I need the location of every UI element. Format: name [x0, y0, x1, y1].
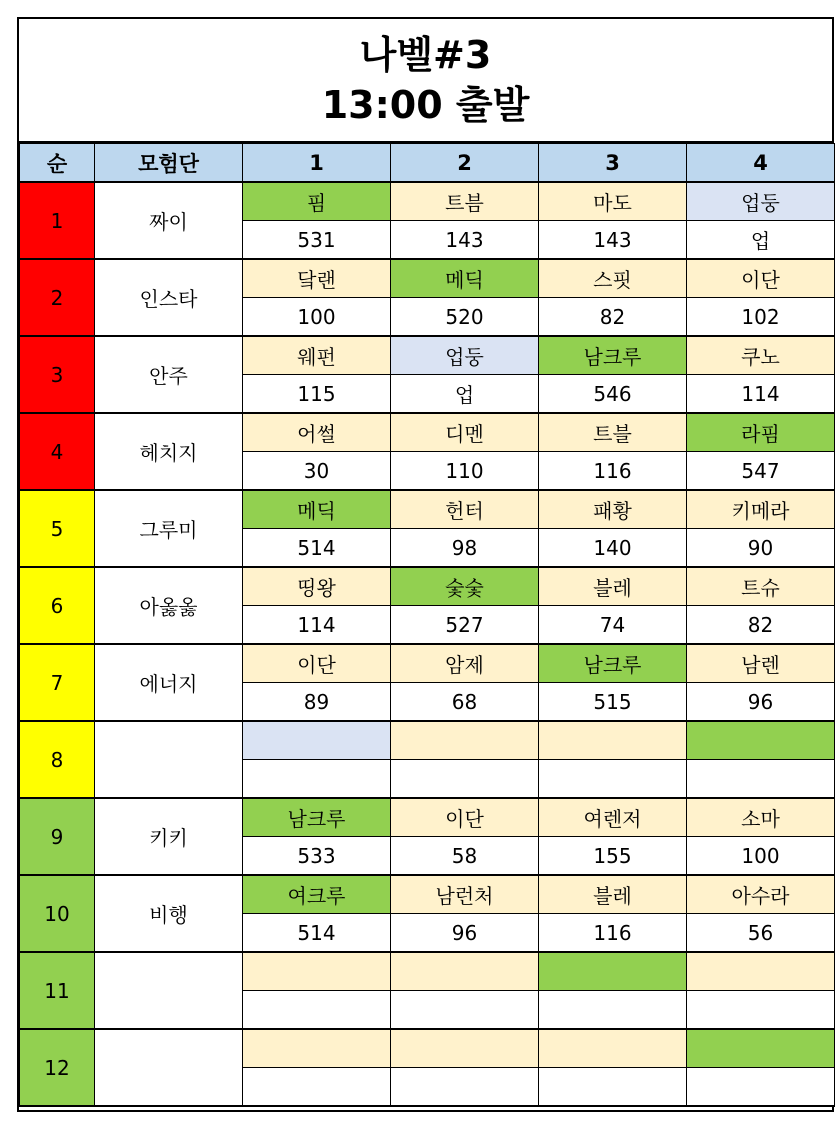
member-value-cell[interactable]: 514 — [243, 529, 391, 568]
member-value-cell[interactable] — [539, 991, 687, 1030]
member-name-cell[interactable] — [243, 1029, 391, 1068]
member-name-cell[interactable]: 띵왕 — [243, 567, 391, 606]
member-name-cell[interactable]: 어썰 — [243, 413, 391, 452]
table-row-names — [20, 644, 835, 683]
member-value-cell[interactable]: 30 — [243, 452, 391, 491]
team-cell[interactable] — [95, 1029, 243, 1106]
member-value-cell[interactable] — [391, 991, 539, 1030]
member-name-cell[interactable] — [391, 721, 539, 760]
table-row-names — [20, 721, 835, 760]
member-name-cell[interactable]: 메딕 — [391, 259, 539, 298]
header-slot-3[interactable]: 3 — [539, 144, 687, 183]
member-name-cell[interactable] — [243, 952, 391, 991]
member-name-cell[interactable]: 이단 — [243, 644, 391, 683]
member-name-cell[interactable]: 아수라 — [687, 875, 835, 914]
member-value-cell[interactable]: 100 — [243, 298, 391, 337]
member-name-cell[interactable]: 여렌저 — [539, 798, 687, 837]
member-value-cell[interactable]: 56 — [687, 914, 835, 953]
member-name-cell[interactable]: 핌 — [243, 182, 391, 221]
header-team[interactable]: 모험단 — [95, 144, 243, 183]
member-value-cell[interactable]: 89 — [243, 683, 391, 722]
member-name-cell[interactable] — [687, 721, 835, 760]
header-rank[interactable]: 순 — [20, 144, 95, 183]
member-name-cell[interactable]: 이단 — [687, 259, 835, 298]
member-value-cell[interactable]: 업 — [391, 375, 539, 414]
member-name-cell[interactable]: 업둥 — [391, 336, 539, 375]
member-value-cell[interactable]: 143 — [391, 221, 539, 260]
member-name-cell[interactable] — [687, 952, 835, 991]
member-name-cell[interactable]: 남런처 — [391, 875, 539, 914]
member-value-cell[interactable]: 102 — [687, 298, 835, 337]
member-name-cell[interactable]: 라핌 — [687, 413, 835, 452]
schedule-sheet — [17, 17, 834, 1112]
member-value-cell[interactable]: 531 — [243, 221, 391, 260]
roster-body — [20, 182, 835, 1106]
member-name-cell[interactable]: 소마 — [687, 798, 835, 837]
table-row-names — [20, 1029, 835, 1068]
member-name-cell[interactable] — [539, 721, 687, 760]
member-value-cell[interactable]: 82 — [539, 298, 687, 337]
title-line-1: 나벨#3 — [359, 33, 492, 77]
member-name-cell[interactable] — [539, 952, 687, 991]
member-value-cell[interactable]: 527 — [391, 606, 539, 645]
table-row-names — [20, 875, 835, 914]
rank-cell[interactable]: 4 — [20, 413, 95, 490]
team-cell[interactable]: 헤치지 — [95, 413, 243, 490]
member-value-cell[interactable]: 115 — [243, 375, 391, 414]
member-value-cell[interactable] — [391, 760, 539, 799]
member-value-cell[interactable]: 114 — [687, 375, 835, 414]
member-name-cell[interactable]: 쿠노 — [687, 336, 835, 375]
member-name-cell[interactable]: 이단 — [391, 798, 539, 837]
member-value-cell[interactable]: 116 — [539, 452, 687, 491]
member-value-cell[interactable]: 533 — [243, 837, 391, 876]
member-name-cell[interactable]: 키메라 — [687, 490, 835, 529]
member-name-cell[interactable]: 블레 — [539, 567, 687, 606]
table-row-names — [20, 336, 835, 375]
team-cell[interactable]: 인스타 — [95, 259, 243, 336]
member-value-cell[interactable]: 547 — [687, 452, 835, 491]
rank-cell[interactable]: 1 — [20, 182, 95, 259]
member-value-cell[interactable]: 143 — [539, 221, 687, 260]
member-value-cell[interactable]: 업 — [687, 221, 835, 260]
member-value-cell[interactable]: 74 — [539, 606, 687, 645]
team-cell[interactable]: 아옳옳 — [95, 567, 243, 644]
member-name-cell[interactable]: 트슈 — [687, 567, 835, 606]
member-value-cell[interactable]: 96 — [687, 683, 835, 722]
member-name-cell[interactable]: 헌터 — [391, 490, 539, 529]
roster-table — [19, 143, 835, 1107]
member-value-cell[interactable]: 96 — [391, 914, 539, 953]
member-name-cell[interactable] — [243, 721, 391, 760]
member-value-cell[interactable]: 82 — [687, 606, 835, 645]
header-row — [20, 144, 835, 183]
member-name-cell[interactable]: 트블 — [539, 413, 687, 452]
team-cell[interactable]: 짜이 — [95, 182, 243, 259]
table-row-names — [20, 413, 835, 452]
member-value-cell[interactable]: 116 — [539, 914, 687, 953]
member-value-cell[interactable] — [243, 760, 391, 799]
member-name-cell[interactable]: 남크루 — [243, 798, 391, 837]
rank-cell[interactable]: 11 — [20, 952, 95, 1029]
team-cell[interactable]: 그루미 — [95, 490, 243, 567]
member-value-cell[interactable]: 514 — [243, 914, 391, 953]
member-name-cell[interactable]: 메딕 — [243, 490, 391, 529]
table-row-names — [20, 490, 835, 529]
table-row-names — [20, 567, 835, 606]
member-value-cell[interactable] — [687, 1068, 835, 1107]
member-value-cell[interactable]: 140 — [539, 529, 687, 568]
member-name-cell[interactable] — [391, 952, 539, 991]
member-value-cell[interactable]: 58 — [391, 837, 539, 876]
member-name-cell[interactable]: 디멘 — [391, 413, 539, 452]
team-cell[interactable] — [95, 721, 243, 798]
rank-cell[interactable]: 3 — [20, 336, 95, 413]
member-value-cell[interactable]: 520 — [391, 298, 539, 337]
rank-cell[interactable]: 9 — [20, 798, 95, 875]
member-name-cell[interactable]: 블레 — [539, 875, 687, 914]
rank-cell[interactable]: 10 — [20, 875, 95, 952]
member-value-cell[interactable] — [687, 760, 835, 799]
member-value-cell[interactable]: 114 — [243, 606, 391, 645]
member-value-cell[interactable]: 100 — [687, 837, 835, 876]
member-value-cell[interactable] — [687, 991, 835, 1030]
member-name-cell[interactable]: 암제 — [391, 644, 539, 683]
member-value-cell[interactable]: 98 — [391, 529, 539, 568]
member-name-cell[interactable]: 남렌 — [687, 644, 835, 683]
table-row-names — [20, 259, 835, 298]
member-value-cell[interactable]: 110 — [391, 452, 539, 491]
team-cell[interactable]: 안주 — [95, 336, 243, 413]
member-value-cell[interactable]: 68 — [391, 683, 539, 722]
team-cell[interactable]: 키키 — [95, 798, 243, 875]
team-cell[interactable]: 에너지 — [95, 644, 243, 721]
member-name-cell[interactable]: 스핏 — [539, 259, 687, 298]
member-value-cell[interactable]: 546 — [539, 375, 687, 414]
title-block — [19, 19, 832, 143]
title-line-2: 13:00 출발 — [321, 83, 530, 127]
rank-cell[interactable]: 6 — [20, 567, 95, 644]
rank-cell[interactable]: 2 — [20, 259, 95, 336]
team-cell[interactable]: 비행 — [95, 875, 243, 952]
table-row-names — [20, 798, 835, 837]
member-value-cell[interactable]: 155 — [539, 837, 687, 876]
member-value-cell[interactable] — [539, 1068, 687, 1107]
member-name-cell[interactable]: 여크루 — [243, 875, 391, 914]
header-slot-2[interactable]: 2 — [391, 144, 539, 183]
team-cell[interactable] — [95, 952, 243, 1029]
member-name-cell[interactable]: 업둥 — [687, 182, 835, 221]
member-value-cell[interactable] — [243, 1068, 391, 1107]
rank-cell[interactable]: 12 — [20, 1029, 95, 1106]
member-name-cell[interactable]: 패황 — [539, 490, 687, 529]
member-name-cell[interactable]: 남크루 — [539, 644, 687, 683]
member-name-cell[interactable]: 숯숯 — [391, 567, 539, 606]
member-name-cell[interactable] — [539, 1029, 687, 1068]
table-row-names — [20, 952, 835, 991]
rank-cell[interactable]: 8 — [20, 721, 95, 798]
member-value-cell[interactable]: 515 — [539, 683, 687, 722]
member-name-cell[interactable]: 마도 — [539, 182, 687, 221]
header-slot-4[interactable]: 4 — [687, 144, 835, 183]
member-name-cell[interactable]: 트븜 — [391, 182, 539, 221]
member-value-cell[interactable] — [243, 991, 391, 1030]
member-name-cell[interactable]: 닼랜 — [243, 259, 391, 298]
header-slot-1[interactable]: 1 — [243, 144, 391, 183]
member-value-cell[interactable]: 90 — [687, 529, 835, 568]
member-value-cell[interactable] — [391, 1068, 539, 1107]
rank-cell[interactable]: 5 — [20, 490, 95, 567]
member-name-cell[interactable] — [687, 1029, 835, 1068]
member-name-cell[interactable]: 웨펀 — [243, 336, 391, 375]
member-name-cell[interactable]: 남크루 — [539, 336, 687, 375]
member-value-cell[interactable] — [539, 760, 687, 799]
table-row-names — [20, 182, 835, 221]
rank-cell[interactable]: 7 — [20, 644, 95, 721]
member-name-cell[interactable] — [391, 1029, 539, 1068]
